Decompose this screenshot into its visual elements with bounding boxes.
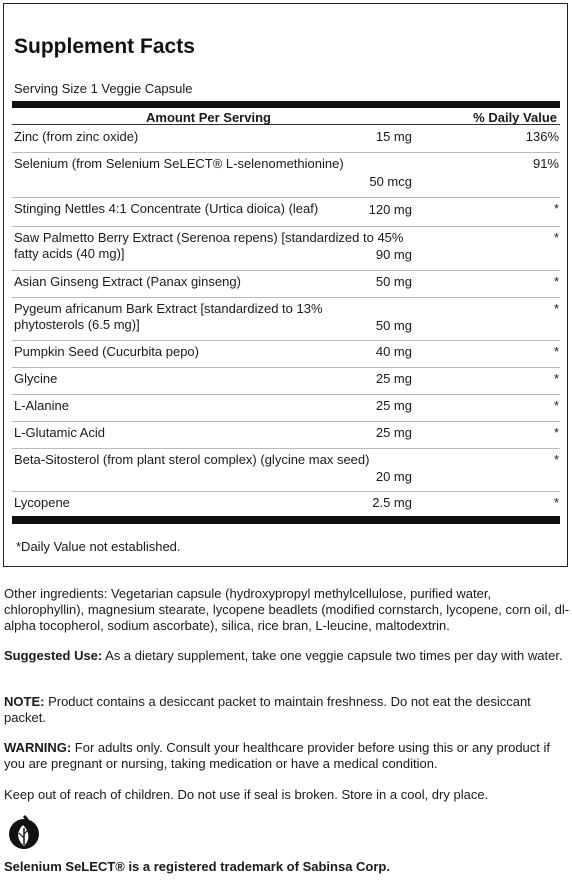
table-header xyxy=(12,108,560,125)
warning-label: WARNING: xyxy=(4,740,72,755)
table-row xyxy=(12,153,560,198)
row-daily-value: * xyxy=(553,495,559,510)
row-name: Beta-Sitosterol (from plant sterol complex) (glycine max seed) xyxy=(14,452,370,467)
row-amount: 25 mg xyxy=(375,425,412,440)
row-amount: 50 mcg xyxy=(369,174,412,189)
table-row xyxy=(12,126,560,153)
note-text: Product contains a desiccant packet to maintain freshness. Do not eat the desiccant packet. xyxy=(4,694,531,725)
panel-title: Supplement Facts xyxy=(14,35,195,58)
row-amount: 15 mg xyxy=(375,129,412,144)
header-amount: Amount Per Serving xyxy=(146,110,271,125)
table-row xyxy=(12,449,560,492)
header-daily-value: % Daily Value xyxy=(473,110,557,125)
row-name: Pumpkin Seed (Cucurbita pepo) xyxy=(14,344,199,359)
row-name: Pygeum africanum Bark Extract [standardized to 13% phytosterols (6.5 mg)] xyxy=(14,301,323,332)
warning-text: For adults only. Consult your healthcare provider before using this or any product if you are pregnant or nursing, taking medication or have a medical condition. xyxy=(4,740,551,771)
row-daily-value: * xyxy=(553,425,559,440)
table-row xyxy=(12,368,560,395)
row-amount: 50 mg xyxy=(375,318,412,333)
table-row xyxy=(12,227,560,271)
suggested-use-label: Suggested Use: xyxy=(4,648,103,663)
table-row xyxy=(12,298,560,341)
other-ingredients: Other ingredients: Vegetarian capsule (hydroxypropyl methylcellulose, purified water, chlorophyllin), magnesium stearate, lycopene beadlets (modified cornstarch, lycopene, corn oil, dl-alpha tocopherol, sodium ascorbate), silica, rice bran, L-leucine, maltodextrin. xyxy=(4,586,570,633)
row-amount: 120 mg xyxy=(368,202,412,217)
row-daily-value: 91% xyxy=(532,156,559,171)
row-name: Zinc (from zinc oxide) xyxy=(14,129,139,144)
note-label: NOTE: xyxy=(4,694,45,709)
supplement-facts-panel xyxy=(3,3,568,567)
row-daily-value: * xyxy=(553,274,559,289)
top-rule xyxy=(12,101,560,108)
row-amount: 25 mg xyxy=(375,371,412,386)
note xyxy=(4,694,544,726)
suggested-use-text: As a dietary supplement, take one veggie capsule two times per day with water. xyxy=(102,648,563,663)
row-daily-value: * xyxy=(553,301,559,316)
row-amount: 25 mg xyxy=(375,398,412,413)
row-daily-value: * xyxy=(553,452,559,467)
row-amount: 40 mg xyxy=(375,344,412,359)
table-row xyxy=(12,492,560,516)
serving-size: Serving Size 1 Veggie Capsule xyxy=(14,81,193,96)
trademark-notice: Selenium SeLECT® is a registered trademark of Sabinsa Corp. xyxy=(4,859,390,874)
row-daily-value: * xyxy=(553,230,559,245)
row-daily-value: * xyxy=(553,371,559,386)
row-amount: 2.5 mg xyxy=(372,495,412,510)
row-name: Asian Ginseng Extract (Panax ginseng) xyxy=(14,274,241,289)
row-name: L-Alanine xyxy=(14,398,69,413)
row-amount: 90 mg xyxy=(375,247,412,262)
row-name: Saw Palmetto Berry Extract (Serenoa repens) [standardized to 45% fatty acids (40 mg)] xyxy=(14,230,404,261)
warning xyxy=(4,740,564,772)
row-name: L-Glutamic Acid xyxy=(14,425,106,440)
daily-value-footnote: *Daily Value not established. xyxy=(16,539,181,554)
selenium-select-leaf-logo-icon xyxy=(6,812,42,850)
row-daily-value: 136% xyxy=(525,129,559,144)
storage-instructions: Keep out of reach of children. Do not use if seal is broken. Store in a cool, dry place. xyxy=(4,787,489,802)
bottom-rule xyxy=(12,516,560,524)
suggested-use xyxy=(4,648,564,664)
row-amount: 50 mg xyxy=(375,274,412,289)
table-row xyxy=(12,395,560,422)
row-name: Lycopene xyxy=(14,495,70,510)
row-amount: 20 mg xyxy=(375,469,412,484)
row-daily-value: * xyxy=(553,201,559,216)
row-name: Glycine xyxy=(14,371,58,386)
table-row xyxy=(12,198,560,227)
table-row xyxy=(12,271,560,298)
row-name: Stinging Nettles 4:1 Concentrate (Urtica dioica) (leaf) xyxy=(14,201,319,216)
row-name: Selenium (from Selenium SeLECT® L-selenomethionine) xyxy=(14,156,344,171)
table-row xyxy=(12,341,560,368)
row-daily-value: * xyxy=(553,344,559,359)
row-daily-value: * xyxy=(553,398,559,413)
table-row xyxy=(12,422,560,449)
